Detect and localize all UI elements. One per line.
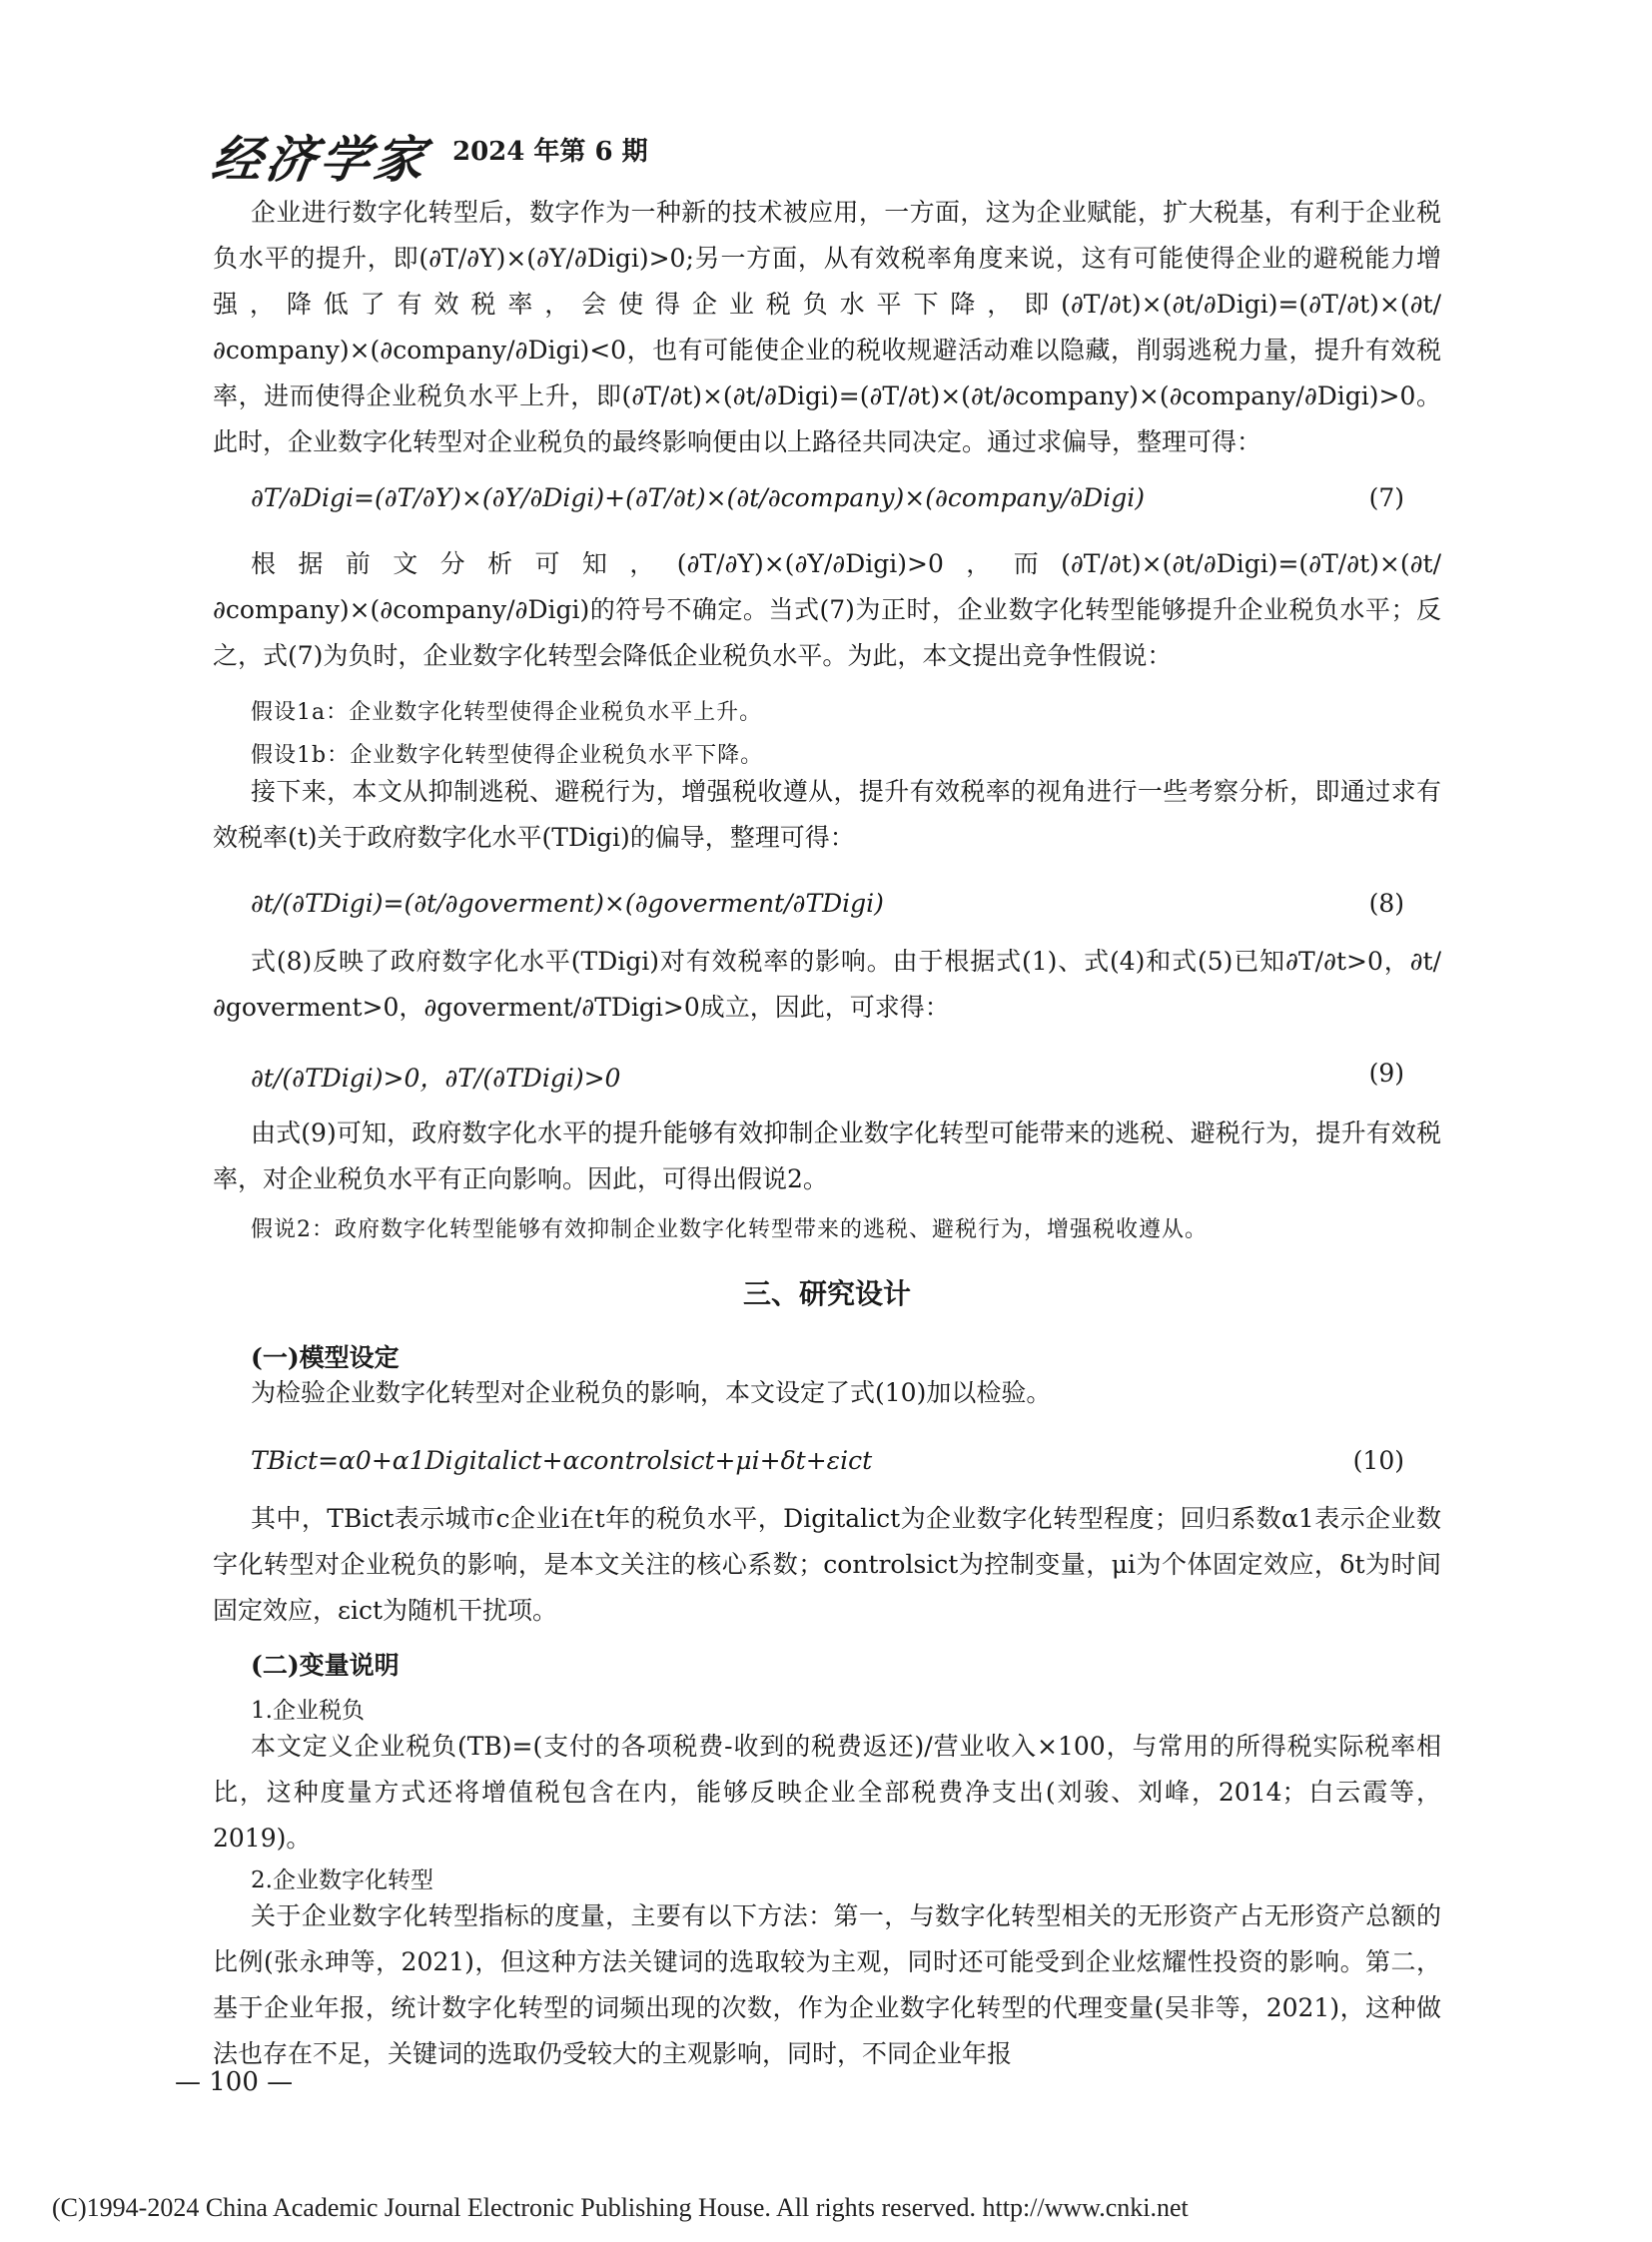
equation-text: ∂t/(∂TDigi)>0，∂T/(∂TDigi)>0 [251,1064,621,1093]
subsubsection-title: 2.企业数字化转型 [251,1868,433,1893]
equation-number: (8) [1368,889,1404,918]
equation-number: (10) [1352,1446,1404,1475]
equation-number: (9) [1368,1059,1404,1088]
equation-7 [251,483,1404,512]
paragraph: 由式(9)可知，政府数字化水平的提升能够有效抑制企业数字化转型可能带来的逃税、避税行为，提升有效税率，对企业税负水平有正向影响。因此，可得出假说2。 [213,1119,1441,1193]
paragraph: 式(8)反映了政府数字化水平(TDigi)对有效税率的影响。由于根据式(1)、式(4)和式(5)已知∂T/∂t>0，∂t/∂goverment>0，∂goverment/∂TDigi>0成立，因此，可求得： [213,947,1441,1022]
paragraph: 企业进行数字化转型后，数字作为一种新的技术被应用，一方面，这为企业赋能，扩大税基，有利于企业税负水平的提升，即(∂T/∂Y)×(∂Y/∂Digi)>0;另一方面，从有效税率角度来说，这有可能使得企业的避税能力增强，降低了有效税率，会使得企业税负水平下降，即(∂T/∂t)×(∂t/∂Digi)=(∂T/∂t)×(∂t/∂company)×(∂company/∂Digi)<0，也有可能使企业的税收规避活动难以隐藏，削弱逃税力量，提升有效税率，进而使得企业税负水平上升，即(∂T/∂t)×(∂t/∂Digi)=(∂T/∂t)×(∂t/∂company)×(∂company/∂Digi)>0。此时，企业数字化转型对企业税负的最终影响便由以上路径共同决定。通过求偏导，整理可得： [213,198,1441,456]
paragraph: 本文定义企业税负(TB)=(支付的各项税费-收到的税费返还)/营业收入×100，与常用的所得税实际税率相比，这种度量方式还将增值税包含在内，能够反映企业全部税费净支出(刘骏、刘峰，2014；白云霞等，2019)。 [213,1732,1441,1853]
paragraph: 根据前文分析可知，(∂T/∂Y)×(∂Y/∂Digi)>0，而(∂T/∂t)×(∂t/∂Digi)=(∂T/∂t)×(∂t/∂company)×(∂company/∂Digi)的符号不确定。当式(7)为正时，企业数字化转型能够提升企业税负水平；反之，式(7)为负时，企业数字化转型会降低企业税负水平。为此，本文提出竞争性假说： [213,549,1441,670]
hypothesis-1b: 假设1b：企业数字化转型使得企业税负水平下降。 [251,743,764,768]
copyright-footer: (C)1994-2024 China Academic Journal Electronic Publishing House. All rights reserved. http://www.cnki.net [52,2193,1189,2222]
issue-label: 2024 年第 6 期 [452,137,648,167]
hypothesis-1a: 假设1a：企业数字化转型使得企业税负水平上升。 [251,700,763,725]
equation-text: ∂t/(∂TDigi)=(∂t/∂goverment)×(∂goverment/∂TDigi) [251,889,884,918]
equation-9 [251,1059,1404,1095]
section-title: 三、研究设计 [742,1277,911,1310]
page-number: — 100 — [175,2067,294,2097]
equation-10 [251,1446,1404,1475]
equation-text: TBict=α0+α1Digitalict+αcontrolsict+μi+δt+εict [251,1446,873,1475]
subsection-title: (二)变量说明 [251,1651,400,1680]
paragraph: 关于企业数字化转型指标的度量，主要有以下方法：第一，与数字化转型相关的无形资产占无形资产总额的比例(张永珅等，2021)，但这种方法关键词的选取较为主观，同时还可能受到企业炫耀性投资的影响。第二，基于企业年报，统计数字化转型的词频出现的次数，作为企业数字化转型的代理变量(吴非等，2021)，这种做法也存在不足，关键词的选取仍受较大的主观影响，同时，不同企业年报 [213,1901,1441,2068]
subsubsection-title: 1.企业税负 [251,1698,365,1724]
equation-number: (7) [1368,483,1404,512]
paragraph: 为检验企业数字化转型对企业税负的影响，本文设定了式(10)加以检验。 [251,1378,1052,1407]
subsection-title: (一)模型设定 [251,1343,400,1372]
journal-logo: 经济学家 [208,130,432,189]
paragraph: 接下来，本文从抑制逃税、避税行为，增强税收遵从，提升有效税率的视角进行一些考察分析，即通过求有效税率(t)关于政府数字化水平(TDigi)的偏导，整理可得： [213,777,1441,852]
hypothesis-2: 假说2：政府数字化转型能够有效抑制企业数字化转型带来的逃税、避税行为，增强税收遵从。 [251,1217,1209,1242]
paragraph: 其中，TBict表示城市c企业i在t年的税负水平，Digitalict为企业数字化转型程度；回归系数α1表示企业数字化转型对企业税负的影响，是本文关注的核心系数；controlsict为控制变量，μi为个体固定效应，δt为时间固定效应，εict为随机干扰项。 [213,1504,1441,1625]
equation-text: ∂T/∂Digi=(∂T/∂Y)×(∂Y/∂Digi)+(∂T/∂t)×(∂t/∂company)×(∂company/∂Digi) [251,483,1145,512]
equation-8 [251,889,1404,918]
